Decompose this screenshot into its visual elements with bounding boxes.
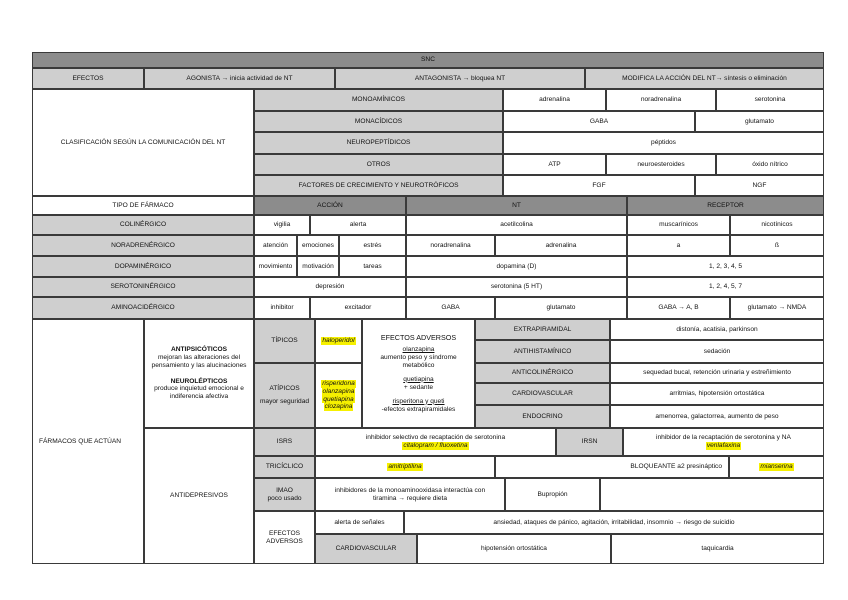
efecto-key: EXTRAPIRAMIDAL bbox=[475, 319, 610, 340]
table-title: SNC bbox=[32, 52, 824, 68]
tipicos-drug: haloperidol bbox=[315, 319, 362, 363]
nt-cell: adrenalina bbox=[495, 235, 627, 256]
clasif-row-name: MONOAMÍNICOS bbox=[254, 89, 503, 111]
bloqueante-label: BLOQUEANTE a2 presináptico bbox=[495, 456, 729, 478]
farmaco-tipo: COLINÉRGICO bbox=[32, 215, 254, 235]
tipicos-label: TÍPICOS bbox=[254, 319, 315, 363]
receptor-cell: ß bbox=[730, 235, 824, 256]
receptor-cell: a bbox=[627, 235, 730, 256]
accion-cell: depresión bbox=[254, 277, 406, 297]
clasif-row-name: MONACÍDICOS bbox=[254, 111, 503, 132]
clasif-cell: noradrenalina bbox=[606, 89, 716, 111]
clasif-cell: neuroesteroides bbox=[606, 154, 716, 175]
accion-cell: alerta bbox=[310, 215, 406, 235]
antidep-cardio-label: CARDIOVASCULAR bbox=[315, 534, 417, 564]
isrs-label: ISRS bbox=[254, 428, 315, 456]
clasif-row-name: NEUROPEPTÍDICOS bbox=[254, 132, 503, 154]
accion-cell: vigilia bbox=[254, 215, 310, 235]
nt-cell: dopamina (D) bbox=[406, 256, 627, 277]
accion-cell: inhibitor bbox=[254, 297, 310, 319]
accion-cell: atención bbox=[254, 235, 297, 256]
efecto-value: sedación bbox=[610, 340, 824, 363]
bupropion-cell: Bupropión bbox=[505, 478, 600, 511]
clasif-cell: glutamato bbox=[695, 111, 824, 132]
receptor-cell: GABA → A, B bbox=[627, 297, 730, 319]
efectos-adversos-box: EFECTOS ADVERSOS olanzapina aumento peso y síndrome metabólico quetiapina + sedante risperitona y queti -efectos extrapiramidales bbox=[362, 319, 475, 428]
clasif-cell: NGF bbox=[695, 175, 824, 196]
efecto-key: ANTICOLINÉRGICO bbox=[475, 363, 610, 383]
hipotension-cell: hipotensión ortostática bbox=[417, 534, 611, 564]
accion-cell: motivación bbox=[297, 256, 339, 277]
atipicos-drugs: risperidona olanzapina quetiapina clozapina bbox=[315, 363, 362, 428]
clasif-cell: GABA bbox=[503, 111, 695, 132]
nt-cell: glutamato bbox=[495, 297, 627, 319]
efecto-value: sequedad bucal, retención urinaria y estreñimiento bbox=[610, 363, 824, 383]
antidepresivos-label: ANTIDEPRESIVOS bbox=[144, 428, 254, 564]
snc-table bbox=[32, 52, 824, 564]
accion-cell: emociones bbox=[297, 235, 339, 256]
accion-cell: excitador bbox=[310, 297, 406, 319]
bloqueante-drug: mianserina bbox=[729, 456, 824, 478]
efecto-value: distonía, acatisia, parkinson bbox=[610, 319, 824, 340]
efecto-key: ANTIHISTAMÍNICO bbox=[475, 340, 610, 363]
farmaco-tipo: DOPAMINÉRGICO bbox=[32, 256, 254, 277]
efecto-key: ENDOCRINO bbox=[475, 405, 610, 428]
accion-cell: movimiento bbox=[254, 256, 297, 277]
receptor-cell: nicotínicos bbox=[730, 215, 824, 235]
neurolepticos-title: NEUROLÉPTICOS bbox=[170, 377, 228, 385]
accion-cell: estrés bbox=[339, 235, 406, 256]
isrs-desc: inhibidor selectivo de recaptación de serotonina citalopram / fluoxetina bbox=[315, 428, 556, 456]
imao-desc: inhibidores de la monoaminooxidasa interactúa con tiramina → requiere dieta bbox=[315, 478, 505, 511]
taquicardia-cell: taquicardia bbox=[611, 534, 824, 564]
farmacos-actuan-label: FÁRMACOS QUE ACTÚAN bbox=[32, 319, 144, 564]
receptor-cell: glutamato → NMDA bbox=[730, 297, 824, 319]
nt-header: NT bbox=[406, 196, 627, 215]
modifica-cell: MODIFICA LA ACCIÓN DEL NT→ síntesis o eliminación bbox=[585, 68, 824, 89]
antagonista-cell: ANTAGONISTA → bloquea NT bbox=[335, 68, 585, 89]
efecto-value: arritmias, hipotensión ortostática bbox=[610, 383, 824, 405]
nt-cell: acetilcolina bbox=[406, 215, 627, 235]
clasif-cell: serotonina bbox=[716, 89, 824, 111]
farmaco-tipo: SEROTONINÉRGICO bbox=[32, 277, 254, 297]
receptor-cell: 1, 2, 3, 4, 5 bbox=[627, 256, 824, 277]
efecto-key: CARDIOVASCULAR bbox=[475, 383, 610, 405]
empty-cell bbox=[600, 478, 824, 511]
alerta-desc: ansiedad, ataques de pánico, agitación, irritabilidad, insomnio → riesgo de suicidio bbox=[404, 511, 824, 534]
tipo-header: TIPO DE FÁRMACO bbox=[32, 196, 254, 215]
efecto-value: amenorrea, galactorrea, aumento de peso bbox=[610, 405, 824, 428]
triciclico-drug: amitriptilina bbox=[315, 456, 495, 478]
clasif-cell: ATP bbox=[503, 154, 606, 175]
receptor-header: RECEPTOR bbox=[627, 196, 824, 215]
irsn-desc: inhibidor de la recaptación de serotonina y NA venlafaxina bbox=[623, 428, 824, 456]
antidep-efectos-label: EFECTOS ADVERSOS bbox=[254, 511, 315, 564]
accion-header: ACCIÓN bbox=[254, 196, 406, 215]
nt-cell: GABA bbox=[406, 297, 495, 319]
nt-cell: noradrenalina bbox=[406, 235, 495, 256]
farmaco-tipo: AMINOACIDÉRGICO bbox=[32, 297, 254, 319]
clasif-cell: adrenalina bbox=[503, 89, 606, 111]
efectos-header: EFECTOS bbox=[32, 68, 144, 89]
receptor-cell: muscarínicos bbox=[627, 215, 730, 235]
antipsicoticos-desc bbox=[144, 319, 254, 428]
clasificacion-label: CLASIFICACIÓN SEGÚN LA COMUNICACIÓN DEL NT bbox=[32, 89, 254, 196]
accion-cell: tareas bbox=[339, 256, 406, 277]
triciclico-label: TRICÍCLICO bbox=[254, 456, 315, 478]
alerta-label: alerta de señales bbox=[315, 511, 404, 534]
neurolepticos-text: produce inquietud emocional e indiferencia afectiva bbox=[154, 385, 244, 401]
nt-cell: serotonina (5 HT) bbox=[406, 277, 627, 297]
irsn-label: IRSN bbox=[556, 428, 623, 456]
agonista-cell: AGONISTA → inicia actividad de NT bbox=[144, 68, 335, 89]
clasif-cell: FGF bbox=[503, 175, 695, 196]
clasif-cell: péptidos bbox=[503, 132, 824, 154]
farmaco-tipo: NORADRENÉRGICO bbox=[32, 235, 254, 256]
receptor-cell: 1, 2, 4, 5, 7 bbox=[627, 277, 824, 297]
clasif-row-name: FACTORES DE CRECIMIENTO Y NEUROTRÓFICOS bbox=[254, 175, 503, 196]
antipsicoticos-title: ANTIPSICÓTICOS bbox=[170, 345, 228, 353]
clasif-cell: óxido nítrico bbox=[716, 154, 824, 175]
atipicos-label: ATÍPICOS mayor seguridad bbox=[254, 363, 315, 428]
clasif-row-name: OTROS bbox=[254, 154, 503, 175]
imao-label: IMAO poco usado bbox=[254, 478, 315, 511]
antipsicoticos-text: mejoran las alteraciones del pensamiento y las alucinaciones bbox=[151, 353, 247, 369]
